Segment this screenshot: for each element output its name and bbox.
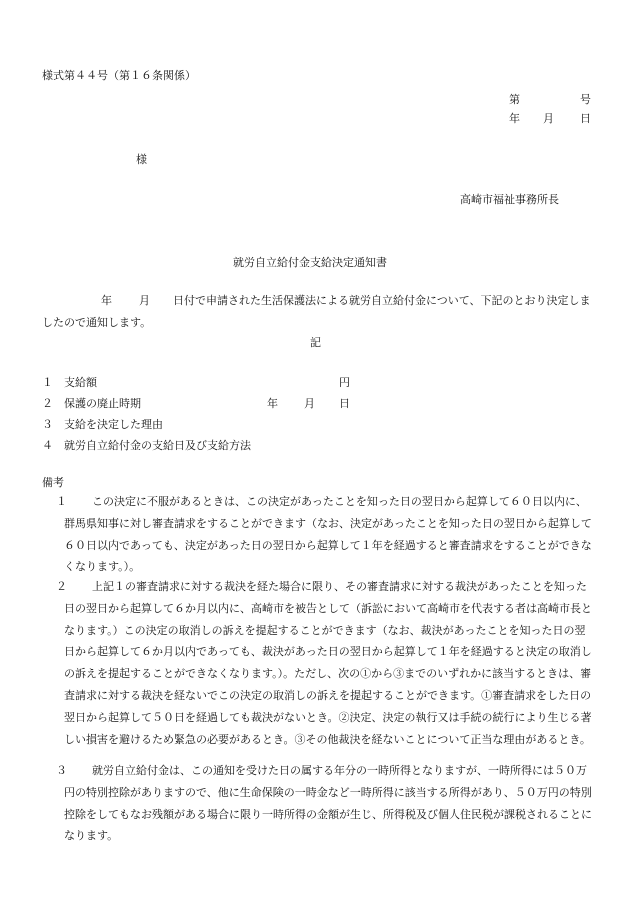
document-number-prefix: 第 (509, 93, 520, 106)
form-label: 様式第４４号（第１６条関係） (42, 69, 196, 82)
document-number-suffix: 号 (580, 93, 591, 106)
amount-unit: 円 (339, 376, 350, 389)
intro-year: 年 (101, 294, 112, 307)
issuer-name: 高崎市福祉事務所長 (460, 193, 559, 206)
note-3-number: ３ (56, 764, 67, 777)
note-1 (56, 491, 594, 578)
intro-text (42, 290, 596, 334)
item-payment-method: ４ 就労自立給付金の支給日及び支給方法 (42, 439, 251, 452)
note-2-number: ２ (56, 580, 67, 593)
note-3 (56, 760, 594, 847)
item-reason: ３ 支給を決定した理由 (42, 418, 163, 431)
notes-heading: 備考 (42, 476, 64, 489)
issue-date-day: 日 (580, 112, 591, 125)
document-title: 就労自立給付金支給決定通知書 (233, 256, 387, 269)
note-3-text: 就労自立給付金は、この通知を受けた日の属する年分の一時所得となりますが、一時所得には５０万円の特別控除がありますので、他に生命保険の一時金など一時所得に該当する所得があり、５０万円の特別控除をしてもなお残額がある場合に限り一時所得の金額が生じ、所得税及び個人住民税が課税されることになります。 (64, 764, 592, 843)
intro-body: 日付で申請された生活保護法による就労自立給付金について、下記のとおり決定しましたので通知します。 (42, 294, 591, 329)
stop-date-year: 年 (267, 397, 278, 410)
note-1-number: １ (56, 495, 67, 508)
stop-date-month: 月 (304, 397, 315, 410)
item-amount: １ 支給額 (42, 376, 97, 389)
note-2-text: 上記１の審査請求に対する裁決を経た場合に限り、その審査請求に対する裁決があったことを知った日の翌日から起算して６か月以内に、高崎市を被告として（訴訟において高崎市を代表する者は高崎市長となります。）この決定の取消しの訴えを提起することができます（なお、裁決があったことを知った日の翌日から起算して６か月以内であっても、裁決があった日の翌日から起算して１年を経過すると決定の取消しの訴えを提起することができなくなります。）。ただし、次の①から③までのいずれかに該当するときは、審査請求に対する裁決を経ないでこの決定の取消しの訴えを提起することができます。①審査請求をした日の翌日から起算して５０日を経過しても裁決がないとき。②決定、決定の執行又は手続の続行により生じる著しい損害を避けるため緊急の必要があるとき。③その他裁決を経ないことについて正当な理由があるとき。 (64, 580, 592, 746)
addressee-suffix: 様 (136, 153, 147, 166)
stop-date-day: 日 (339, 397, 350, 410)
note-2 (56, 576, 594, 750)
item-stop-date: ２ 保護の廃止時期 (42, 397, 141, 410)
ki-heading: 記 (310, 336, 321, 349)
issue-date-month: 月 (543, 112, 554, 125)
issue-date-year: 年 (509, 112, 520, 125)
intro-month: 月 (139, 294, 150, 307)
note-1-text: この決定に不服があるときは、この決定があったことを知った日の翌日から起算して６０日以内に、群馬県知事に対し審査請求をすることができます（なお、決定があったことを知った日の翌日から起算して６０日以内であっても、決定があった日の翌日から起算して１年を経過すると審査請求をすることができなくなります。）。 (64, 495, 592, 574)
